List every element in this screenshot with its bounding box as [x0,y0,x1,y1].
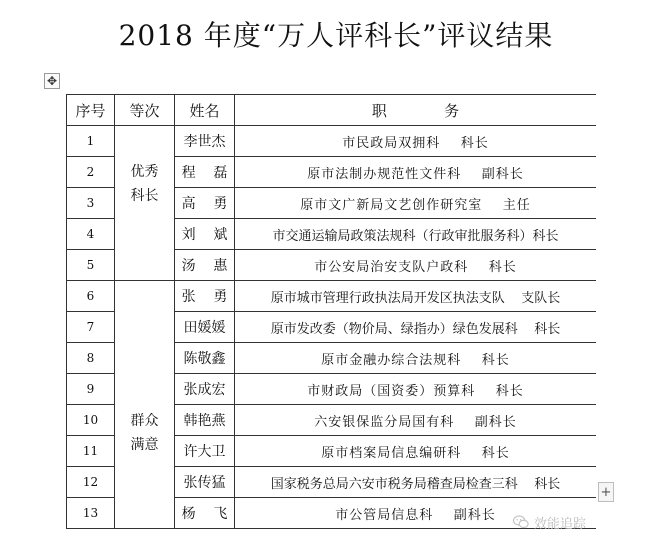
header-position: 职 务 [235,95,597,126]
row-name: 韩艳燕 [175,405,235,436]
table-row [67,126,597,157]
row-name: 程 磊 [175,157,235,188]
rank-cell-excellent [115,126,175,281]
row-number: 2 [67,157,115,188]
row-position: 市公安局治安支队户政科 科长 [235,250,597,281]
row-position: 市交通运输局政策法规科（行政审批服务科）科长 [235,219,597,250]
add-row-handle-icon[interactable]: + [598,482,614,502]
row-name: 刘 斌 [175,219,235,250]
table-row [67,281,597,312]
rank-cell-satisfied [115,281,175,529]
row-number: 6 [67,281,115,312]
row-number: 9 [67,374,115,405]
watermark-label: 效能追踪 [534,516,587,532]
row-name: 汤 惠 [175,250,235,281]
row-number: 10 [67,405,115,436]
rank-label: 优秀科长 [130,164,159,204]
row-name: 张 勇 [175,281,235,312]
row-name: 李世杰 [175,126,235,157]
row-position: 原市金融办综合法规科 科长 [235,343,597,374]
header-number: 序号 [67,95,115,126]
table-move-handle-icon[interactable]: ✥ [44,73,60,89]
wechat-icon [512,513,530,531]
row-number: 11 [67,436,115,467]
row-position: 六安银保监分局国有科 副科长 [235,405,597,436]
row-number: 1 [67,126,115,157]
row-position: 原市文广新局文艺创作研究室 主任 [235,188,597,219]
watermark [512,512,586,532]
results-table [66,94,596,529]
rank-label: 群众满意 [130,413,159,453]
row-name: 张成宏 [175,374,235,405]
header-name: 姓名 [175,95,235,126]
row-number: 5 [67,250,115,281]
page-title: 2018 年度“万人评科长”评议结果 [118,19,554,52]
row-number: 13 [67,498,115,529]
row-name: 杨 飞 [175,498,235,529]
row-position: 原市法制办规范性文件科 副科长 [235,157,597,188]
row-position: 市公管局信息科 副科长 [235,498,597,529]
row-number: 4 [67,219,115,250]
row-position: 原市城市管理行政执法局开发区执法支队 支队长 [235,281,597,312]
table-header-row [67,95,597,126]
row-number: 12 [67,467,115,498]
row-position: 原市档案局信息编研科 科长 [235,436,597,467]
row-position: 国家税务总局六安市税务局稽查局检查三科 科长 [235,467,597,498]
row-name: 田媛媛 [175,312,235,343]
header-rank: 等次 [115,95,175,126]
row-name: 陈敬鑫 [175,343,235,374]
results-table-container [66,94,596,554]
row-position: 市民政局双拥科 科长 [235,126,597,157]
row-name: 高 勇 [175,188,235,219]
row-position: 市财政局（国资委）预算科 科长 [235,374,597,405]
row-number: 8 [67,343,115,374]
row-number: 3 [67,188,115,219]
row-name: 张传猛 [175,467,235,498]
row-position: 原市发改委（物价局、绿指办）绿色发展科 科长 [235,312,597,343]
row-number: 7 [67,312,115,343]
row-name: 许大卫 [175,436,235,467]
